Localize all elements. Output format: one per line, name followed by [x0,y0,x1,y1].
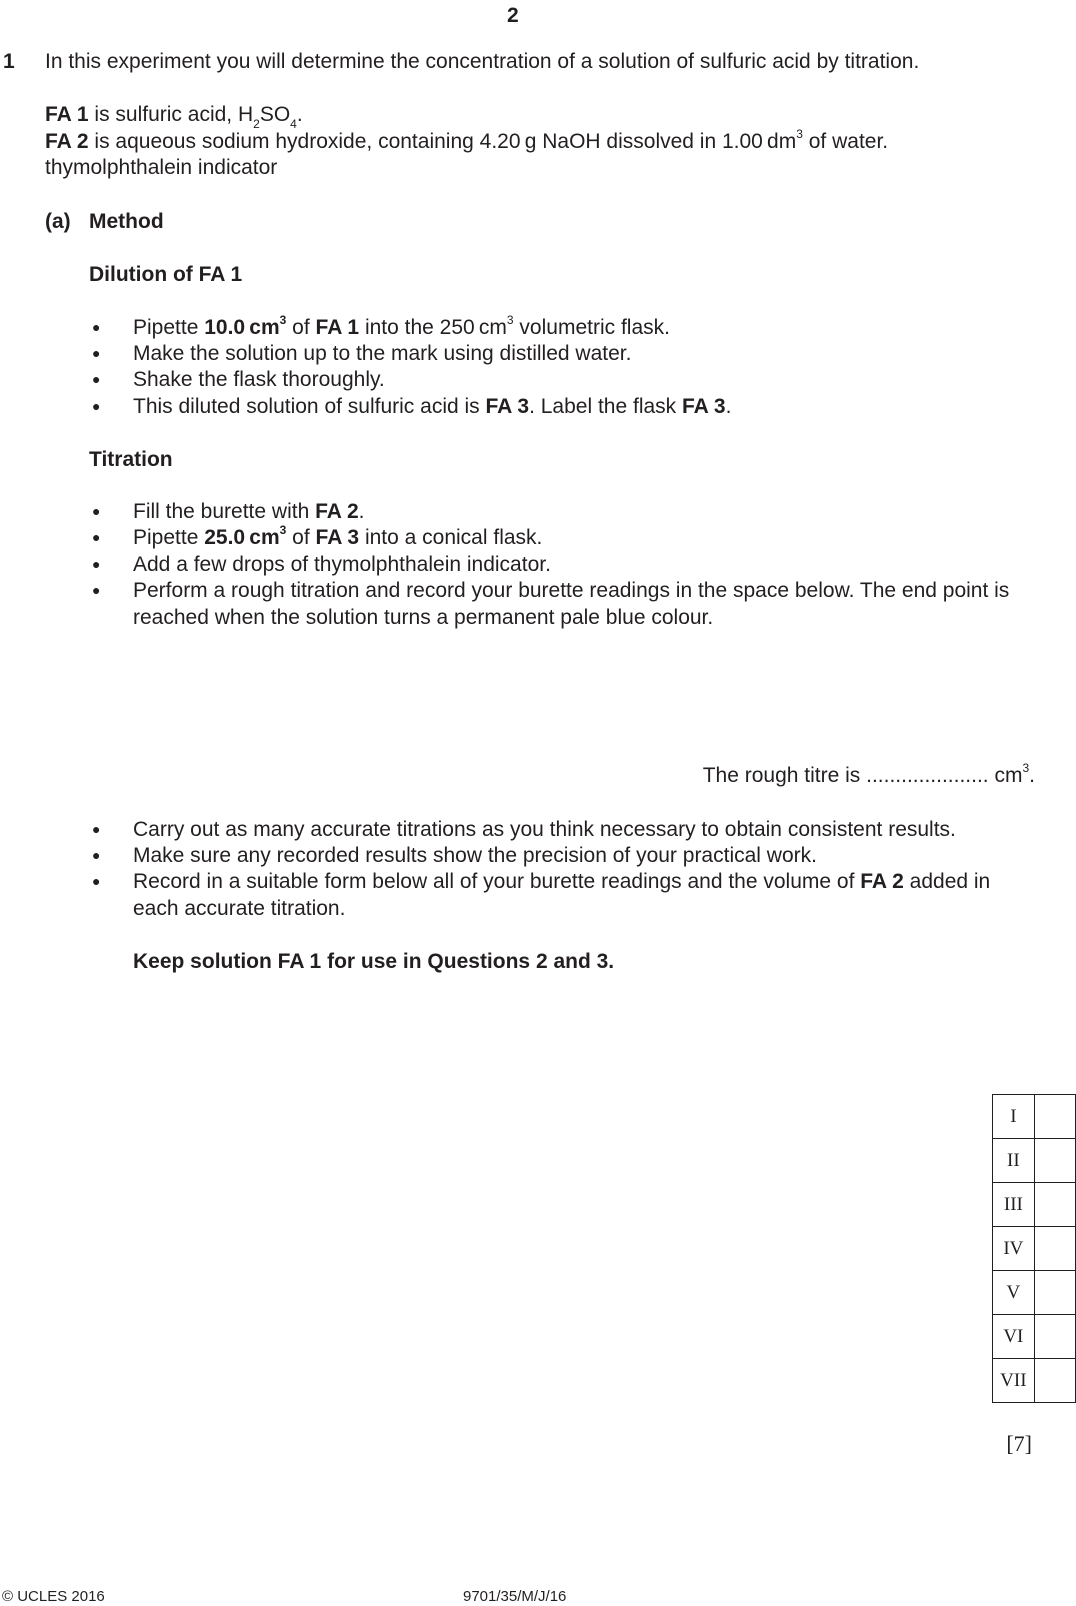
bullet-icon: ● [92,345,101,361]
bullet-icon: ● [92,582,101,598]
page-number: 2 [507,4,519,27]
dilution-step-4: This diluted solution of sulfuric acid is FA 3. Label the flask FA 3. [133,395,732,418]
indicator-line: thymolphthalein indicator [45,156,278,179]
examiner-mark-grid [992,1094,1076,1403]
footer-paper-code: 9701/35/M/J/16 [463,1588,567,1605]
bullet-icon: ● [92,556,101,572]
titration-step-4: Perform a rough titration and record your burette readings in the space below. The end point is reached when the solution turns a permanent pale blue colour. [133,579,1010,629]
bullet-icon: ● [92,371,101,387]
grid-box [1034,1183,1075,1227]
bullet-icon: ● [92,821,101,837]
fa2-label: FA 2 [45,130,89,153]
dilution-heading: Dilution of FA 1 [89,263,243,286]
bullet-icon: ● [92,398,101,414]
bullet-icon: ● [92,873,101,889]
titration-step-1: Fill the burette with FA 2. [133,500,365,523]
part-label: (a) [45,210,71,233]
dilution-step-3: Shake the flask thoroughly. [133,368,385,391]
grid-label: II [993,1139,1035,1183]
bullet-icon: ● [92,503,101,519]
grid-box [1034,1139,1075,1183]
grid-label: IV [993,1227,1035,1271]
grid-box [1034,1095,1075,1139]
fa1-label: FA 1 [45,103,89,126]
accurate-step-3: Record in a suitable form below all of your burette readings and the volume of FA 2 added in each accurate titration. [133,870,991,920]
grid-label: I [993,1095,1035,1139]
fa1-line: FA 1 is sulfuric acid, $H_2SO_4$. [45,103,303,132]
titration-heading: Titration [89,448,173,471]
bullet-icon: ● [92,529,101,545]
question-number: 1 [3,50,15,73]
keep-solution-note: Keep solution FA 1 for use in Questions 2 and 3. [133,950,615,973]
accurate-step-1: Carry out as many accurate titrations as you think necessary to obtain consistent results. [133,818,956,841]
grid-label: VI [993,1315,1035,1359]
grid-box [1034,1359,1075,1403]
accurate-step-2: Make sure any recorded results show the precision of your practical work. [133,844,817,867]
titration-step-3: Add a few drops of thymolphthalein indicator. [133,553,551,576]
titration-step-2: Pipette 25.0 $cm^3$ of FA 3 into a conical flask. [133,523,543,549]
question-intro: In this experiment you will determine the concentration of a solution of sulfuric acid by titration. [45,50,920,73]
bullet-icon: ● [92,847,101,863]
dilution-step-2: Make the solution up to the mark using distilled water. [133,342,632,365]
rough-titre-answer-space[interactable]: ..................... [866,764,989,787]
method-heading: Method [89,210,164,233]
marks-total: [7] [1006,1431,1032,1456]
dilution-step-1: Pipette 10.0 $cm^3$ of FA 1 into the 250 $cm^3$ volumetric flask. [133,313,670,339]
rough-titre-line: The rough titre is ..................... $cm^3$. [702,761,1035,787]
grid-label: III [993,1183,1035,1227]
grid-box [1034,1315,1075,1359]
footer-copyright: © UCLES 2016 [2,1588,105,1605]
grid-label: V [993,1271,1035,1315]
grid-label: VII [993,1359,1035,1403]
grid-box [1034,1271,1075,1315]
fa2-line: FA 2 is aqueous sodium hydroxide, containing 4.20 g NaOH dissolved in 1.00 $dm^3$ of water. [45,127,889,153]
grid-box [1034,1227,1075,1271]
bullet-icon: ● [92,319,101,335]
